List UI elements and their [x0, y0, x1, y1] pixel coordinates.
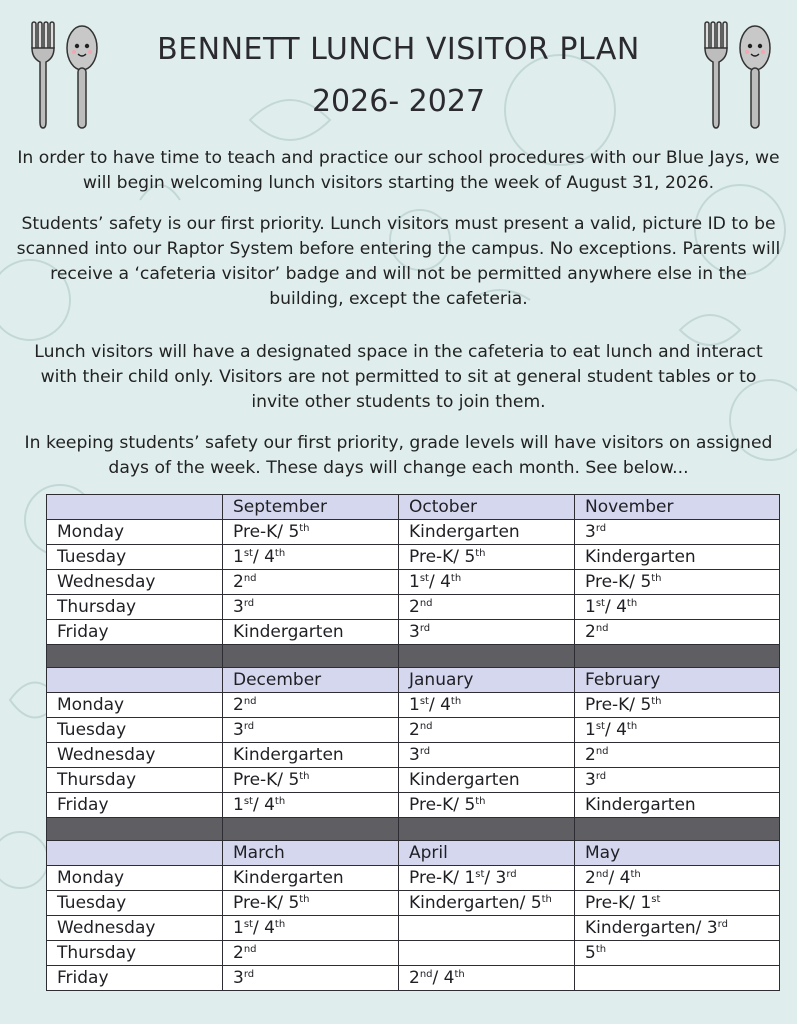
schedule-intro-paragraph: In keeping students’ safety our first priority, grade levels will have visitors on assigned days of the week. These days will change each month. See below...: [24, 433, 773, 478]
grade-assignment-cell: 3rd: [575, 768, 780, 793]
month-header-row: [47, 841, 780, 866]
grade-assignment-cell: 3rd: [223, 966, 399, 991]
grade-assignment-cell: [399, 941, 575, 966]
table-row: [47, 595, 780, 620]
month-header: December: [223, 668, 399, 693]
grade-assignment-cell: 2nd/ 4th: [399, 966, 575, 991]
grade-assignment-cell: Kindergarten: [223, 866, 399, 891]
table-row: [47, 693, 780, 718]
grade-assignment-cell: Pre-K/ 5th: [223, 891, 399, 916]
safety-paragraph: Students’ safety is our first priority. Lunch visitors must present a valid, picture ID to be scanned into our Raptor System before entering the campus. No exceptions. Parents will receive a ‘cafeteria visitor’ badge and will not be permitted anywhere else in the building, except the cafeteria.: [16, 214, 781, 309]
grade-assignment-cell: 2nd: [575, 743, 780, 768]
month-header: January: [399, 668, 575, 693]
table-row: [47, 966, 780, 991]
grade-assignment-cell: Pre-K/ 5th: [575, 693, 780, 718]
grade-assignment-cell: Pre-K/ 5th: [399, 793, 575, 818]
grade-assignment-cell: 2nd: [223, 941, 399, 966]
grade-assignment-cell: 3rd: [399, 620, 575, 645]
grade-assignment-cell: 2nd: [575, 620, 780, 645]
header-blank-cell: [47, 495, 223, 520]
table-row: [47, 916, 780, 941]
grade-assignment-cell: 1st/ 4th: [223, 793, 399, 818]
table-row: [47, 545, 780, 570]
grade-assignment-cell: Pre-K/ 5th: [575, 570, 780, 595]
month-header-row: [47, 495, 780, 520]
month-header: October: [399, 495, 575, 520]
weekday-label: Tuesday: [47, 718, 223, 743]
grade-assignment-cell: 2nd/ 4th: [575, 866, 780, 891]
grade-assignment-cell: Pre-K/ 5th: [223, 520, 399, 545]
table-row: [47, 743, 780, 768]
weekday-label: Monday: [47, 520, 223, 545]
grade-assignment-cell: Kindergarten: [399, 768, 575, 793]
weekday-label: Wednesday: [47, 570, 223, 595]
month-header: February: [575, 668, 780, 693]
header-blank-cell: [47, 841, 223, 866]
table-row: [47, 793, 780, 818]
weekday-label: Friday: [47, 966, 223, 991]
weekday-label: Monday: [47, 866, 223, 891]
grade-assignment-cell: [399, 916, 575, 941]
grade-assignment-cell: Kindergarten: [223, 620, 399, 645]
grade-assignment-cell: 1st/ 4th: [575, 718, 780, 743]
block-divider: [47, 645, 780, 668]
grade-assignment-cell: Pre-K/ 1st/ 3rd: [399, 866, 575, 891]
weekday-label: Wednesday: [47, 916, 223, 941]
grade-assignment-cell: 3rd: [399, 743, 575, 768]
grade-assignment-cell: Kindergarten/ 5th: [399, 891, 575, 916]
table-row: [47, 891, 780, 916]
month-header: March: [223, 841, 399, 866]
grade-assignment-cell: Pre-K/ 5th: [399, 545, 575, 570]
grade-assignment-cell: 1st/ 4th: [399, 570, 575, 595]
visitor-schedule-table: [46, 494, 780, 991]
table-row: [47, 768, 780, 793]
table-row: [47, 866, 780, 891]
grade-assignment-cell: 1st/ 4th: [399, 693, 575, 718]
grade-assignment-cell: Kindergarten: [223, 743, 399, 768]
grade-assignment-cell: Kindergarten: [399, 520, 575, 545]
grade-assignment-cell: 2nd: [399, 595, 575, 620]
grade-assignment-cell: 1st/ 4th: [223, 916, 399, 941]
page-title: BENNETT LUNCH VISITOR PLAN: [157, 32, 640, 67]
month-header: April: [399, 841, 575, 866]
weekday-label: Thursday: [47, 595, 223, 620]
table-row: [47, 718, 780, 743]
weekday-label: Tuesday: [47, 545, 223, 570]
month-header: May: [575, 841, 780, 866]
grade-assignment-cell: 3rd: [575, 520, 780, 545]
block-divider: [47, 818, 780, 841]
grade-assignment-cell: Kindergarten: [575, 545, 780, 570]
weekday-label: Wednesday: [47, 743, 223, 768]
weekday-label: Friday: [47, 620, 223, 645]
month-header: September: [223, 495, 399, 520]
month-header: November: [575, 495, 780, 520]
grade-assignment-cell: 1st/ 4th: [575, 595, 780, 620]
intro-paragraph: In order to have time to teach and practice our school procedures with our Blue Jays, we will begin welcoming lunch visitors starting the week of August 31, 2026.: [17, 148, 780, 193]
grade-assignment-cell: Pre-K/ 5th: [223, 768, 399, 793]
grade-assignment-cell: 5th: [575, 941, 780, 966]
table-row: [47, 520, 780, 545]
grade-assignment-cell: 2nd: [223, 693, 399, 718]
grade-assignment-cell: 2nd: [223, 570, 399, 595]
header-blank-cell: [47, 668, 223, 693]
grade-assignment-cell: 3rd: [223, 718, 399, 743]
grade-assignment-cell: Kindergarten: [575, 793, 780, 818]
table-row: [47, 570, 780, 595]
grade-assignment-cell: Kindergarten/ 3rd: [575, 916, 780, 941]
school-year: 2026- 2027: [311, 84, 486, 119]
month-header-row: [47, 668, 780, 693]
weekday-label: Monday: [47, 693, 223, 718]
weekday-label: Thursday: [47, 941, 223, 966]
grade-assignment-cell: 3rd: [223, 595, 399, 620]
grade-assignment-cell: Pre-K/ 1st: [575, 891, 780, 916]
weekday-label: Friday: [47, 793, 223, 818]
weekday-label: Tuesday: [47, 891, 223, 916]
grade-assignment-cell: [575, 966, 780, 991]
table-row: [47, 620, 780, 645]
weekday-label: Thursday: [47, 768, 223, 793]
table-row: [47, 941, 780, 966]
grade-assignment-cell: 1st/ 4th: [223, 545, 399, 570]
grade-assignment-cell: 2nd: [399, 718, 575, 743]
seating-paragraph: Lunch visitors will have a designated space in the cafeteria to eat lunch and interact with their child only. Visitors are not permitted to sit at general student tables or to invite other students to join them.: [34, 342, 763, 412]
